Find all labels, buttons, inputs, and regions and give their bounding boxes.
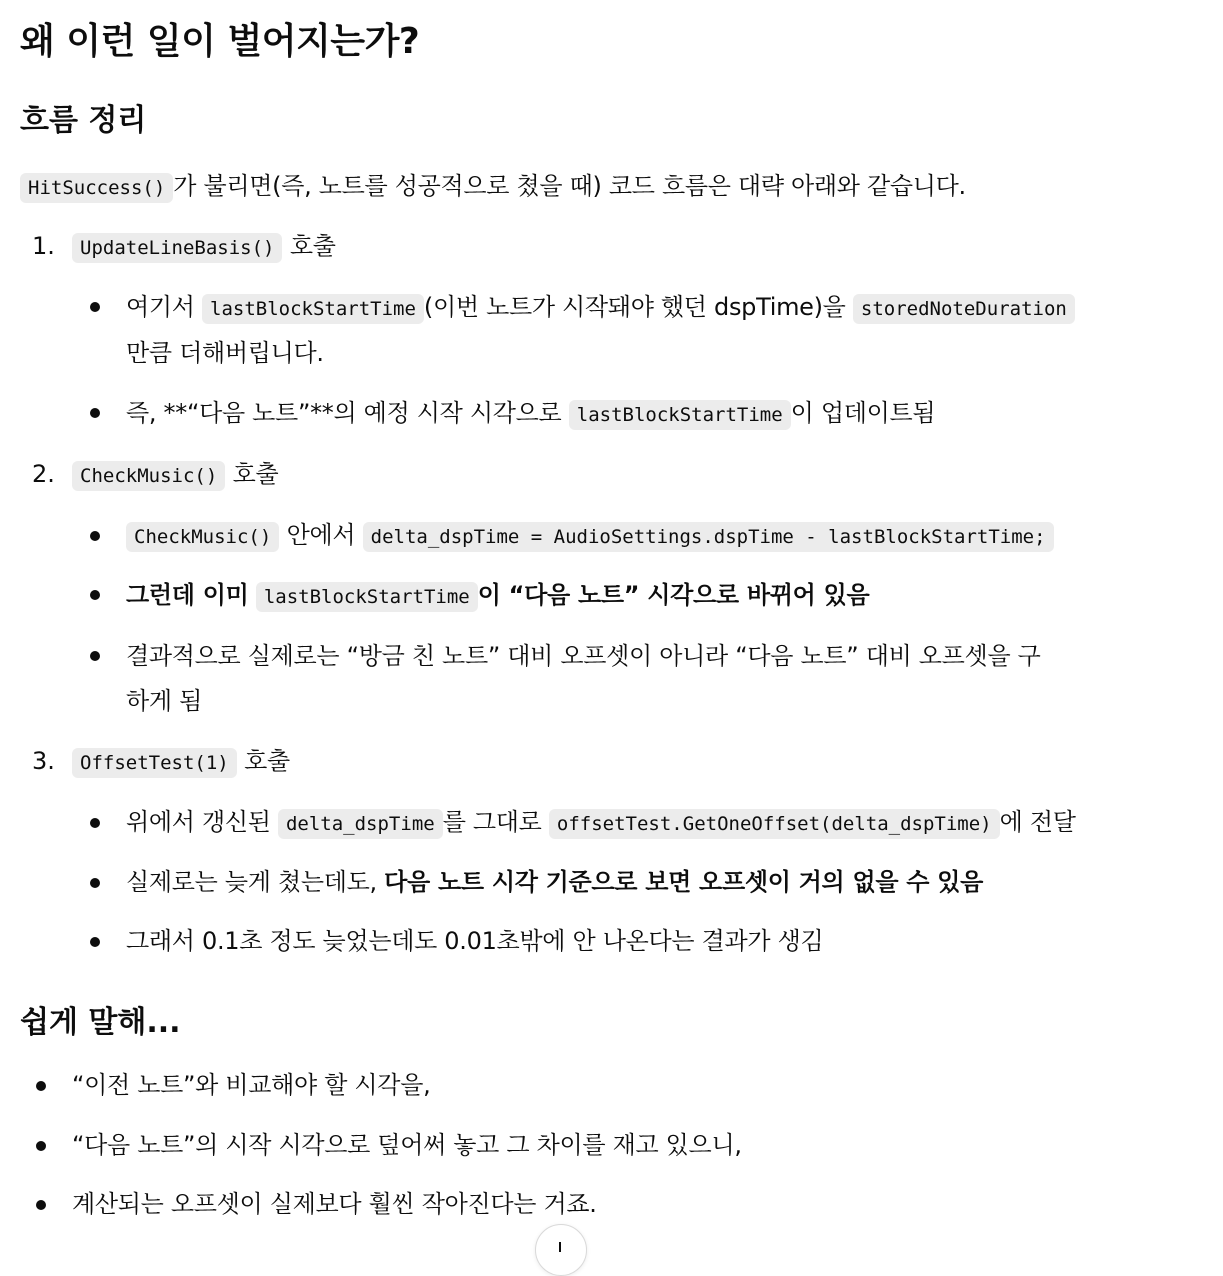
bullet-dot <box>36 1141 46 1151</box>
bullet-text: CheckMusic() 안에서 delta_dspTime = AudioSettings.dspTime - lastBlockStartTime; <box>126 520 1054 552</box>
inline-code: OffsetTest(1) <box>72 748 237 778</box>
inline-code: lastBlockStartTime <box>256 582 478 612</box>
inline-code: CheckMusic() <box>72 461 225 491</box>
bullet-dot <box>36 1200 46 1210</box>
step-label: 호출 <box>232 460 279 488</box>
bullet-dot <box>90 408 100 418</box>
step-heading <box>72 459 278 491</box>
inline-code: delta_dspTime <box>278 809 443 839</box>
inline-code: CheckMusic() <box>126 522 279 552</box>
summary-item: “이전 노트”와 비교해야 할 시각을, <box>72 1071 431 1099</box>
inline-code: lastBlockStartTime <box>202 294 424 324</box>
inline-code: HitSuccess() <box>20 173 173 203</box>
page-heading: 왜 이런 일이 벌어지는가? <box>20 21 420 62</box>
step-label: 호출 <box>244 747 290 775</box>
intro-text: 가 불리면(즉, 노트를 성공적으로 쳤을 때) 코드 흐름은 대략 아래와 같습니다. <box>173 172 966 200</box>
bullet-text: 그래서 0.1초 정도 늦었는데도 0.01초밖에 안 나온다는 결과가 생김 <box>126 927 824 955</box>
step-heading <box>72 746 290 778</box>
arrow-down-icon <box>559 1242 561 1252</box>
intro-line <box>20 171 966 203</box>
bullet-text: 여기서 lastBlockStartTime (이번 노트가 시작돼야 했던 dspTime)을 storedNoteDuration <box>126 292 1075 324</box>
inline-code: storedNoteDuration <box>853 294 1075 324</box>
section-title-summary: 쉽게 말해... <box>20 1005 181 1040</box>
summary-item: 계산되는 오프셋이 실제보다 훨씬 작아진다는 거죠. <box>72 1190 597 1218</box>
bullet-text: 즉, **“다음 노트”**의 예정 시작 시각으로 lastBlockStartTime 이 업데이트됨 <box>126 398 935 430</box>
bullet-dot <box>90 302 100 312</box>
bullet-dot <box>90 818 100 828</box>
bullet-dot <box>90 651 100 661</box>
bullet-text: 위에서 갱신된 delta_dspTime 를 그대로 offsetTest.GetOneOffset(delta_dspTime) 에 전달 <box>126 807 1076 839</box>
bullet-dot <box>90 878 100 888</box>
bullet-text-continued: 하게 됨 <box>126 687 202 715</box>
step-number: 2. <box>32 460 55 488</box>
bullet-text-continued: 만큼 더해버립니다. <box>126 339 324 367</box>
step-number: 1. <box>32 232 55 260</box>
section-title-flow: 흐름 정리 <box>20 103 147 138</box>
bullet-dot <box>90 937 100 947</box>
scroll-to-bottom-button[interactable] <box>535 1224 587 1276</box>
bullet-text: 그런데 이미 lastBlockStartTime 이 “다음 노트” 시각으로 바뀌어 있음 <box>126 580 869 612</box>
inline-code: delta_dspTime = AudioSettings.dspTime - lastBlockStartTime; <box>363 522 1054 552</box>
step-heading <box>72 231 336 263</box>
inline-code: lastBlockStartTime <box>569 400 791 430</box>
step-number: 3. <box>32 747 55 775</box>
inline-code: offsetTest.GetOneOffset(delta_dspTime) <box>549 809 1000 839</box>
bullet-dot <box>36 1081 46 1091</box>
bullet-dot <box>90 590 100 600</box>
summary-item: “다음 노트”의 시작 시각으로 덮어써 놓고 그 차이를 재고 있으니, <box>72 1131 742 1159</box>
step-label: 호출 <box>289 232 336 260</box>
bullet-dot <box>90 531 100 541</box>
bullet-text: 실제로는 늦게 쳤는데도, 다음 노트 시각 기준으로 보면 오프셋이 거의 없을 수 있음 <box>126 868 984 896</box>
inline-code: UpdateLineBasis() <box>72 233 282 263</box>
bullet-text: 결과적으로 실제로는 “방금 친 노트” 대비 오프셋이 아니라 “다음 노트” 대비 오프셋을 구 <box>126 642 1041 670</box>
